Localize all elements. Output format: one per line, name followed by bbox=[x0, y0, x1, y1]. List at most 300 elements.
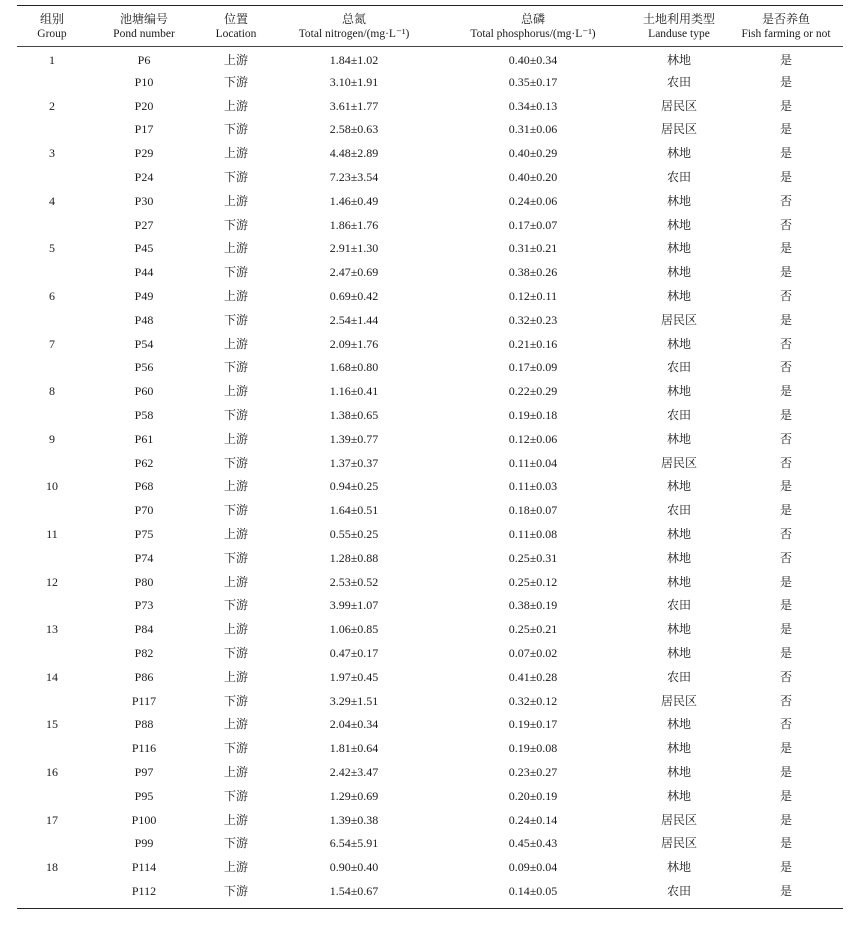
group-cell bbox=[17, 499, 87, 523]
table-row bbox=[17, 261, 843, 285]
location-cell: 上游 bbox=[223, 431, 248, 446]
fish-farming-cell: 是 bbox=[779, 407, 792, 422]
pond-number-cell: P45 bbox=[134, 241, 154, 256]
landuse-cell: 居民区 bbox=[660, 836, 697, 851]
location-cell: 下游 bbox=[223, 122, 248, 137]
total-phosphorus-cell: 0.19±0.17 bbox=[508, 717, 558, 732]
total-nitrogen-cell: 0.90±0.40 bbox=[329, 860, 379, 875]
total-nitrogen-cell: 2.91±1.30 bbox=[329, 241, 379, 256]
location-cell: 下游 bbox=[223, 74, 248, 89]
total-nitrogen-cell: 2.42±3.47 bbox=[329, 764, 379, 779]
total-nitrogen-cell: 0.69±0.42 bbox=[329, 288, 379, 303]
location-cell: 下游 bbox=[223, 360, 248, 375]
fish-farming-cell: 是 bbox=[779, 598, 792, 613]
group-cell bbox=[17, 832, 87, 856]
table-row bbox=[17, 428, 843, 452]
total-phosphorus-cell: 0.31±0.06 bbox=[508, 122, 558, 137]
fish-farming-cell: 否 bbox=[779, 217, 792, 232]
fish-farming-cell: 是 bbox=[779, 53, 792, 67]
landuse-cell: 林地 bbox=[666, 717, 691, 732]
table-body bbox=[17, 47, 843, 908]
landuse-cell: 农田 bbox=[666, 360, 691, 375]
pond-number-cell: P44 bbox=[134, 265, 154, 280]
pond-number-cell: P84 bbox=[134, 622, 154, 637]
table-row bbox=[17, 832, 843, 856]
landuse-cell: 居民区 bbox=[660, 693, 697, 708]
group-cell bbox=[17, 404, 87, 428]
fish-farming-cell: 否 bbox=[779, 193, 792, 208]
table-row bbox=[17, 880, 843, 908]
header-landuse-type: 土地利用类型 Landuse type bbox=[629, 6, 729, 47]
group-cell: 8 bbox=[49, 384, 55, 399]
table-bottom-rule bbox=[17, 908, 843, 909]
table-row bbox=[17, 71, 843, 95]
location-cell: 上游 bbox=[223, 812, 248, 827]
table-row bbox=[17, 452, 843, 476]
table-row bbox=[17, 737, 843, 761]
fish-farming-cell: 是 bbox=[779, 860, 792, 875]
fish-farming-cell: 是 bbox=[779, 265, 792, 280]
pond-number-cell: P27 bbox=[134, 217, 154, 232]
fish-farming-cell: 否 bbox=[779, 526, 792, 541]
fish-farming-cell: 否 bbox=[779, 669, 792, 684]
fish-farming-cell: 否 bbox=[779, 360, 792, 375]
total-nitrogen-cell: 0.55±0.25 bbox=[329, 526, 379, 541]
pond-number-cell: P117 bbox=[131, 693, 157, 708]
fish-farming-cell: 是 bbox=[779, 122, 792, 137]
location-cell: 上游 bbox=[223, 53, 248, 67]
pond-number-cell: P74 bbox=[134, 550, 154, 565]
table-row bbox=[17, 333, 843, 357]
location-cell: 下游 bbox=[223, 693, 248, 708]
landuse-cell: 居民区 bbox=[660, 312, 697, 327]
total-phosphorus-cell: 0.23±0.27 bbox=[508, 764, 558, 779]
location-cell: 上游 bbox=[223, 98, 248, 113]
total-nitrogen-cell: 1.39±0.38 bbox=[329, 812, 379, 827]
group-cell: 3 bbox=[49, 146, 55, 161]
pond-number-cell: P30 bbox=[134, 193, 154, 208]
table-row bbox=[17, 237, 843, 261]
group-cell: 10 bbox=[46, 479, 58, 494]
pond-number-cell: P73 bbox=[134, 598, 154, 613]
pond-number-cell: P61 bbox=[134, 431, 154, 446]
pond-number-cell: P114 bbox=[131, 860, 157, 875]
pond-number-cell: P10 bbox=[134, 74, 154, 89]
landuse-cell: 林地 bbox=[666, 217, 691, 232]
pond-number-cell: P100 bbox=[131, 812, 157, 827]
header-location: 位置 Location bbox=[201, 6, 271, 47]
location-cell: 下游 bbox=[223, 312, 248, 327]
group-cell bbox=[17, 547, 87, 571]
total-nitrogen-cell: 2.04±0.34 bbox=[329, 717, 379, 732]
landuse-cell: 林地 bbox=[666, 860, 691, 875]
total-nitrogen-cell: 7.23±3.54 bbox=[329, 169, 379, 184]
group-cell bbox=[17, 737, 87, 761]
total-phosphorus-cell: 0.12±0.06 bbox=[508, 431, 558, 446]
table-row bbox=[17, 380, 843, 404]
total-phosphorus-cell: 0.19±0.18 bbox=[508, 407, 558, 422]
total-phosphorus-cell: 0.32±0.12 bbox=[508, 693, 558, 708]
total-nitrogen-cell: 2.54±1.44 bbox=[329, 312, 379, 327]
header-total-nitrogen: 总氮 Total nitrogen/(mg·L⁻¹) bbox=[271, 6, 437, 47]
fish-farming-cell: 是 bbox=[779, 812, 792, 827]
location-cell: 上游 bbox=[223, 526, 248, 541]
group-cell bbox=[17, 71, 87, 95]
total-phosphorus-cell: 0.40±0.20 bbox=[508, 169, 558, 184]
landuse-cell: 林地 bbox=[666, 764, 691, 779]
table-row bbox=[17, 856, 843, 880]
fish-farming-cell: 否 bbox=[779, 336, 792, 351]
total-nitrogen-cell: 3.61±1.77 bbox=[329, 98, 379, 113]
table-row bbox=[17, 642, 843, 666]
landuse-cell: 林地 bbox=[666, 336, 691, 351]
total-phosphorus-cell: 0.35±0.17 bbox=[508, 74, 558, 89]
total-phosphorus-cell: 0.12±0.11 bbox=[508, 288, 558, 303]
fish-farming-cell: 是 bbox=[779, 764, 792, 779]
location-cell: 上游 bbox=[223, 193, 248, 208]
location-cell: 下游 bbox=[223, 407, 248, 422]
fish-farming-cell: 否 bbox=[779, 693, 792, 708]
table-row bbox=[17, 618, 843, 642]
location-cell: 下游 bbox=[223, 169, 248, 184]
total-phosphorus-cell: 0.41±0.28 bbox=[508, 669, 558, 684]
group-cell: 16 bbox=[46, 764, 58, 779]
landuse-cell: 林地 bbox=[666, 788, 691, 803]
location-cell: 下游 bbox=[223, 455, 248, 470]
table-row bbox=[17, 594, 843, 618]
group-cell: 17 bbox=[46, 812, 58, 827]
location-cell: 上游 bbox=[223, 669, 248, 684]
table-row bbox=[17, 666, 843, 690]
location-cell: 上游 bbox=[223, 288, 248, 303]
fish-farming-cell: 是 bbox=[779, 479, 792, 494]
header-group: 组别 Group bbox=[17, 6, 87, 47]
group-cell bbox=[17, 880, 87, 908]
data-table bbox=[17, 6, 843, 908]
total-nitrogen-cell: 3.10±1.91 bbox=[329, 74, 379, 89]
total-nitrogen-cell: 1.86±1.76 bbox=[329, 217, 379, 232]
total-phosphorus-cell: 0.20±0.19 bbox=[508, 788, 558, 803]
location-cell: 下游 bbox=[223, 836, 248, 851]
total-nitrogen-cell: 1.29±0.69 bbox=[329, 788, 379, 803]
total-phosphorus-cell: 0.19±0.08 bbox=[508, 741, 558, 756]
total-nitrogen-cell: 2.09±1.76 bbox=[329, 336, 379, 351]
total-nitrogen-cell: 2.53±0.52 bbox=[329, 574, 379, 589]
pond-number-cell: P49 bbox=[134, 288, 154, 303]
table-row bbox=[17, 547, 843, 571]
total-phosphorus-cell: 0.21±0.16 bbox=[508, 336, 558, 351]
fish-farming-cell: 是 bbox=[779, 836, 792, 851]
fish-farming-cell: 是 bbox=[779, 503, 792, 518]
group-cell bbox=[17, 166, 87, 190]
total-phosphorus-cell: 0.31±0.21 bbox=[508, 241, 558, 256]
location-cell: 上游 bbox=[223, 241, 248, 256]
total-phosphorus-cell: 0.24±0.06 bbox=[508, 193, 558, 208]
total-nitrogen-cell: 1.81±0.64 bbox=[329, 741, 379, 756]
landuse-cell: 林地 bbox=[666, 53, 691, 67]
total-nitrogen-cell: 1.37±0.37 bbox=[329, 455, 379, 470]
total-nitrogen-cell: 1.39±0.77 bbox=[329, 431, 379, 446]
landuse-cell: 林地 bbox=[666, 622, 691, 637]
location-cell: 下游 bbox=[223, 598, 248, 613]
table-row bbox=[17, 309, 843, 333]
total-phosphorus-cell: 0.07±0.02 bbox=[508, 645, 558, 660]
landuse-cell: 林地 bbox=[666, 265, 691, 280]
pond-number-cell: P82 bbox=[134, 645, 154, 660]
total-phosphorus-cell: 0.11±0.04 bbox=[508, 455, 558, 470]
pond-number-cell: P68 bbox=[134, 479, 154, 494]
group-cell: 5 bbox=[49, 241, 55, 256]
total-phosphorus-cell: 0.40±0.29 bbox=[508, 146, 558, 161]
pond-nutrient-table bbox=[17, 5, 843, 909]
total-nitrogen-cell: 3.99±1.07 bbox=[329, 598, 379, 613]
location-cell: 下游 bbox=[223, 503, 248, 518]
landuse-cell: 林地 bbox=[666, 241, 691, 256]
pond-number-cell: P58 bbox=[134, 407, 154, 422]
pond-number-cell: P99 bbox=[134, 836, 154, 851]
location-cell: 上游 bbox=[223, 717, 248, 732]
total-nitrogen-cell: 1.97±0.45 bbox=[329, 669, 379, 684]
location-cell: 上游 bbox=[223, 336, 248, 351]
landuse-cell: 农田 bbox=[666, 598, 691, 613]
total-nitrogen-cell: 1.16±0.41 bbox=[329, 384, 379, 399]
total-phosphorus-cell: 0.18±0.07 bbox=[508, 503, 558, 518]
table-row bbox=[17, 761, 843, 785]
total-phosphorus-cell: 0.14±0.05 bbox=[508, 883, 558, 898]
fish-farming-cell: 是 bbox=[779, 98, 792, 113]
group-cell bbox=[17, 690, 87, 714]
fish-farming-cell: 是 bbox=[779, 788, 792, 803]
table-row bbox=[17, 166, 843, 190]
pond-number-cell: P112 bbox=[131, 883, 157, 898]
total-phosphorus-cell: 0.25±0.12 bbox=[508, 574, 558, 589]
pond-number-cell: P6 bbox=[137, 53, 151, 67]
header-row bbox=[17, 6, 843, 47]
total-nitrogen-cell: 2.58±0.63 bbox=[329, 122, 379, 137]
pond-number-cell: P86 bbox=[134, 669, 154, 684]
total-phosphorus-cell: 0.25±0.31 bbox=[508, 550, 558, 565]
table-row bbox=[17, 571, 843, 595]
landuse-cell: 林地 bbox=[666, 146, 691, 161]
location-cell: 上游 bbox=[223, 574, 248, 589]
total-nitrogen-cell: 1.06±0.85 bbox=[329, 622, 379, 637]
group-cell bbox=[17, 309, 87, 333]
table-row bbox=[17, 499, 843, 523]
fish-farming-cell: 是 bbox=[779, 622, 792, 637]
total-phosphorus-cell: 0.11±0.03 bbox=[508, 479, 558, 494]
total-nitrogen-cell: 0.47±0.17 bbox=[329, 645, 379, 660]
fish-farming-cell: 是 bbox=[779, 241, 792, 256]
landuse-cell: 居民区 bbox=[660, 455, 697, 470]
location-cell: 下游 bbox=[223, 265, 248, 280]
pond-number-cell: P17 bbox=[134, 122, 154, 137]
fish-farming-cell: 是 bbox=[779, 312, 792, 327]
location-cell: 上游 bbox=[223, 479, 248, 494]
landuse-cell: 林地 bbox=[666, 741, 691, 756]
group-cell bbox=[17, 261, 87, 285]
landuse-cell: 农田 bbox=[666, 169, 691, 184]
pond-number-cell: P75 bbox=[134, 526, 154, 541]
group-cell: 15 bbox=[46, 717, 58, 732]
total-nitrogen-cell: 1.28±0.88 bbox=[329, 550, 379, 565]
total-nitrogen-cell: 0.94±0.25 bbox=[329, 479, 379, 494]
location-cell: 下游 bbox=[223, 788, 248, 803]
table-row bbox=[17, 47, 843, 71]
table-row bbox=[17, 190, 843, 214]
total-phosphorus-cell: 0.34±0.13 bbox=[508, 98, 558, 113]
table-row bbox=[17, 285, 843, 309]
total-phosphorus-cell: 0.32±0.23 bbox=[508, 312, 558, 327]
total-phosphorus-cell: 0.38±0.26 bbox=[508, 265, 558, 280]
total-nitrogen-cell: 2.47±0.69 bbox=[329, 265, 379, 280]
group-cell bbox=[17, 642, 87, 666]
total-nitrogen-cell: 1.46±0.49 bbox=[329, 193, 379, 208]
fish-farming-cell: 是 bbox=[779, 169, 792, 184]
total-phosphorus-cell: 0.22±0.29 bbox=[508, 384, 558, 399]
total-nitrogen-cell: 4.48±2.89 bbox=[329, 146, 379, 161]
pond-number-cell: P60 bbox=[134, 384, 154, 399]
table-row bbox=[17, 404, 843, 428]
landuse-cell: 林地 bbox=[666, 574, 691, 589]
pond-number-cell: P80 bbox=[134, 574, 154, 589]
location-cell: 下游 bbox=[223, 883, 248, 898]
fish-farming-cell: 是 bbox=[779, 883, 792, 898]
table-row bbox=[17, 475, 843, 499]
total-nitrogen-cell: 1.84±1.02 bbox=[329, 53, 379, 67]
group-cell: 9 bbox=[49, 431, 55, 446]
landuse-cell: 农田 bbox=[666, 669, 691, 684]
table-row bbox=[17, 356, 843, 380]
group-cell: 11 bbox=[46, 526, 58, 541]
fish-farming-cell: 是 bbox=[779, 146, 792, 161]
landuse-cell: 农田 bbox=[666, 74, 691, 89]
landuse-cell: 居民区 bbox=[660, 122, 697, 137]
total-phosphorus-cell: 0.24±0.14 bbox=[508, 812, 558, 827]
group-cell: 4 bbox=[49, 193, 55, 208]
group-cell bbox=[17, 452, 87, 476]
header-total-phosphorus: 总磷 Total phosphorus/(mg·L⁻¹) bbox=[437, 6, 629, 47]
header-pond-number: 池塘编号 Pond number bbox=[87, 6, 201, 47]
landuse-cell: 林地 bbox=[666, 645, 691, 660]
group-cell: 18 bbox=[46, 860, 58, 875]
total-phosphorus-cell: 0.25±0.21 bbox=[508, 622, 558, 637]
landuse-cell: 林地 bbox=[666, 479, 691, 494]
landuse-cell: 农田 bbox=[666, 503, 691, 518]
table-row bbox=[17, 214, 843, 238]
table-row bbox=[17, 523, 843, 547]
group-cell: 13 bbox=[46, 622, 58, 637]
location-cell: 上游 bbox=[223, 622, 248, 637]
total-nitrogen-cell: 1.38±0.65 bbox=[329, 407, 379, 422]
landuse-cell: 林地 bbox=[666, 550, 691, 565]
landuse-cell: 林地 bbox=[666, 526, 691, 541]
fish-farming-cell: 是 bbox=[779, 741, 792, 756]
fish-farming-cell: 否 bbox=[779, 431, 792, 446]
table-row bbox=[17, 785, 843, 809]
group-cell: 7 bbox=[49, 336, 55, 351]
fish-farming-cell: 是 bbox=[779, 645, 792, 660]
landuse-cell: 林地 bbox=[666, 431, 691, 446]
location-cell: 上游 bbox=[223, 764, 248, 779]
pond-number-cell: P54 bbox=[134, 336, 154, 351]
total-phosphorus-cell: 0.40±0.34 bbox=[508, 53, 558, 67]
landuse-cell: 农田 bbox=[666, 407, 691, 422]
pond-number-cell: P62 bbox=[134, 455, 154, 470]
total-nitrogen-cell: 1.68±0.80 bbox=[329, 360, 379, 375]
landuse-cell: 居民区 bbox=[660, 98, 697, 113]
landuse-cell: 农田 bbox=[666, 883, 691, 898]
location-cell: 上游 bbox=[223, 860, 248, 875]
location-cell: 上游 bbox=[223, 384, 248, 399]
group-cell bbox=[17, 118, 87, 142]
pond-number-cell: P29 bbox=[134, 146, 154, 161]
table-row bbox=[17, 118, 843, 142]
total-nitrogen-cell: 1.54±0.67 bbox=[329, 883, 379, 898]
group-cell bbox=[17, 214, 87, 238]
fish-farming-cell: 否 bbox=[779, 288, 792, 303]
pond-number-cell: P56 bbox=[134, 360, 154, 375]
total-nitrogen-cell: 1.64±0.51 bbox=[329, 503, 379, 518]
total-phosphorus-cell: 0.17±0.09 bbox=[508, 360, 558, 375]
location-cell: 下游 bbox=[223, 550, 248, 565]
fish-farming-cell: 否 bbox=[779, 717, 792, 732]
group-cell bbox=[17, 594, 87, 618]
location-cell: 下游 bbox=[223, 645, 248, 660]
group-cell bbox=[17, 785, 87, 809]
group-cell: 6 bbox=[49, 288, 55, 303]
fish-farming-cell: 否 bbox=[779, 550, 792, 565]
table-row bbox=[17, 690, 843, 714]
fish-farming-cell: 否 bbox=[779, 455, 792, 470]
fish-farming-cell: 是 bbox=[779, 384, 792, 399]
total-nitrogen-cell: 3.29±1.51 bbox=[329, 693, 379, 708]
location-cell: 下游 bbox=[223, 741, 248, 756]
header-fish-farming: 是否养鱼 Fish farming or not bbox=[729, 6, 843, 47]
pond-number-cell: P88 bbox=[134, 717, 154, 732]
total-phosphorus-cell: 0.17±0.07 bbox=[508, 217, 558, 232]
group-cell: 1 bbox=[49, 53, 55, 67]
fish-farming-cell: 是 bbox=[779, 74, 792, 89]
location-cell: 下游 bbox=[223, 217, 248, 232]
table-row bbox=[17, 142, 843, 166]
landuse-cell: 林地 bbox=[666, 193, 691, 208]
group-cell bbox=[17, 356, 87, 380]
fish-farming-cell: 是 bbox=[779, 574, 792, 589]
pond-number-cell: P48 bbox=[134, 312, 154, 327]
total-nitrogen-cell: 6.54±5.91 bbox=[329, 836, 379, 851]
pond-number-cell: P97 bbox=[134, 764, 154, 779]
group-cell: 2 bbox=[49, 98, 55, 113]
location-cell: 上游 bbox=[223, 146, 248, 161]
pond-number-cell: P116 bbox=[131, 741, 157, 756]
pond-number-cell: P70 bbox=[134, 503, 154, 518]
table-row bbox=[17, 713, 843, 737]
pond-number-cell: P20 bbox=[134, 98, 154, 113]
total-phosphorus-cell: 0.38±0.19 bbox=[508, 598, 558, 613]
total-phosphorus-cell: 0.45±0.43 bbox=[508, 836, 558, 851]
landuse-cell: 居民区 bbox=[660, 812, 697, 827]
pond-number-cell: P95 bbox=[134, 788, 154, 803]
landuse-cell: 林地 bbox=[666, 384, 691, 399]
total-phosphorus-cell: 0.11±0.08 bbox=[508, 526, 558, 541]
group-cell: 12 bbox=[46, 574, 58, 589]
table-row bbox=[17, 95, 843, 119]
group-cell: 14 bbox=[46, 669, 58, 684]
table-row bbox=[17, 809, 843, 833]
pond-number-cell: P24 bbox=[134, 169, 154, 184]
landuse-cell: 林地 bbox=[666, 288, 691, 303]
total-phosphorus-cell: 0.09±0.04 bbox=[508, 860, 558, 875]
